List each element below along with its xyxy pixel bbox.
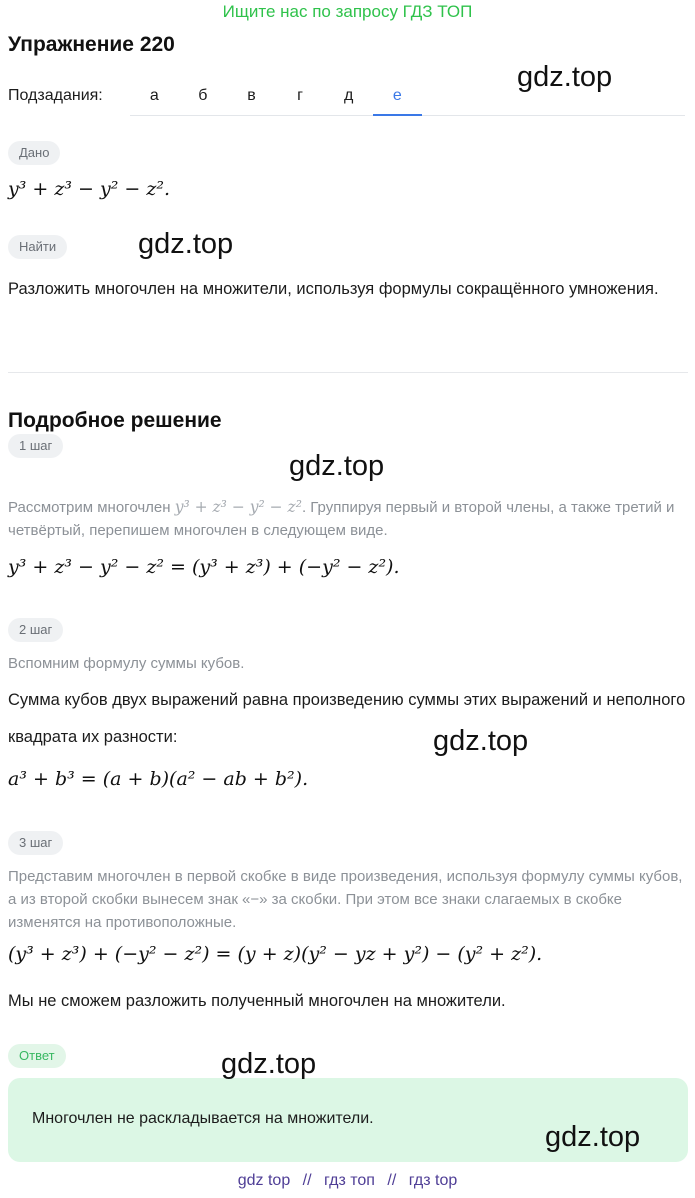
solution-heading: Подробное решение: [8, 409, 222, 432]
footer-link-3[interactable]: гдз top: [408, 1172, 458, 1189]
watermark: gdz.top: [517, 61, 613, 93]
subtask-tab-g[interactable]: г: [297, 87, 303, 104]
footer-links: [0, 1172, 695, 1190]
find-text: Разложить многочлен на множители, используя формулы сокращённого умножения.: [8, 280, 659, 298]
watermark: gdz.top: [138, 228, 234, 260]
section-divider: [8, 372, 688, 373]
step-3-hint: Представим многочлен в первой скобке в виде произведения, используя формулу суммы кубов, а из второй скобки вынесем знак «−» за скобки. При этом все знаки слагаемых в скобке изменятся на противоположные.: [8, 868, 683, 931]
footer-link-2[interactable]: гдз топ: [324, 1172, 375, 1189]
step-3-badge: 3 шаг: [8, 831, 63, 855]
watermark: gdz.top: [545, 1121, 641, 1153]
page-title: Упражнение 220: [8, 33, 175, 56]
step-1-hint-after: . Группируя первый и второй члены, а также третий и четвёртый, перепишем многочлен в следующем виде.: [8, 499, 675, 539]
watermark: gdz.top: [221, 1048, 317, 1080]
step-2-formula: a³ + b³ = (a + b)(a² − ab + b²).: [8, 768, 309, 790]
step-2-text: Сумма кубов двух выражений равна произведению суммы этих выражений и неполного квадрата их разности:: [8, 691, 686, 746]
step-3-conclusion: Мы не сможем разложить полученный многочлен на множители.: [8, 992, 506, 1010]
footer-link-1[interactable]: gdz top: [237, 1172, 291, 1189]
step-1-hint-math: y³ + z³ − y² − z²: [174, 498, 302, 516]
footer-separator-1: //: [302, 1172, 312, 1189]
step-1-hint-before: Рассмотрим многочлен: [8, 499, 175, 516]
given-expression: y³ + z³ − y² − z².: [8, 178, 170, 200]
given-badge: Дано: [8, 141, 60, 165]
step-1-badge: 1 шаг: [8, 434, 63, 458]
footer-separator-2: //: [387, 1172, 397, 1189]
answer-text: Многочлен не раскладывается на множители.: [32, 1110, 374, 1127]
answer-badge: Ответ: [8, 1044, 66, 1068]
subtask-tab-e[interactable]: е: [373, 78, 422, 116]
step-1-formula: y³ + z³ − y² − z² = (y³ + z³) + (−y² − z²).: [8, 556, 400, 578]
subtask-tab-d[interactable]: д: [344, 87, 354, 104]
watermark: gdz.top: [289, 450, 385, 482]
step-2-badge: 2 шаг: [8, 618, 63, 642]
subtasks-label: Подзадания:: [8, 87, 103, 104]
subtask-tab-a[interactable]: а: [149, 87, 159, 104]
promo-banner[interactable]: Ищите нас по запросу ГДЗ ТОП: [222, 2, 473, 21]
step-3-formula: (y³ + z³) + (−y² − z²) = (y + z)(y² − yz + y²) − (y² + z²).: [8, 943, 543, 965]
step-1-hint: [8, 496, 688, 542]
subtask-tab-v[interactable]: в: [247, 87, 256, 104]
watermark: gdz.top: [433, 725, 529, 757]
subtask-tab-b[interactable]: б: [198, 87, 208, 104]
step-2-hint: Вспомним формулу суммы кубов.: [8, 655, 245, 672]
find-badge: Найти: [8, 235, 67, 259]
